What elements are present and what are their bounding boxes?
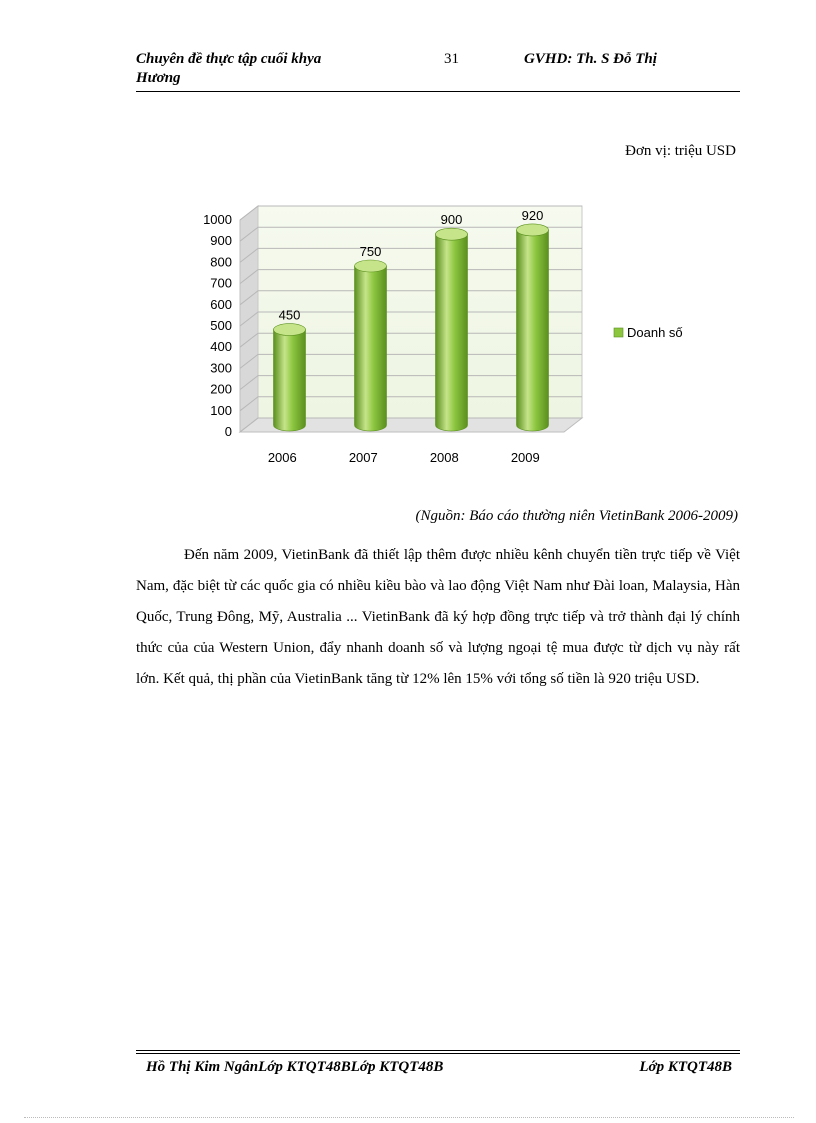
y-tick-label: 600 — [210, 296, 232, 312]
x-tick-label: 2007 — [348, 450, 378, 465]
bar-2008 — [436, 234, 468, 431]
body-paragraph: Đến năm 2009, VietinBank đã thiết lập thêm được nhiều kênh chuyển tiền trực tiếp về Việt Nam, đặc biệt từ các quốc gia có nhiều kiều bào và lao động Việt Nam như Đài loan, Malaysia, Hàn Quốc, Trung Đông, Mỹ, Australia ... VietinBank đã ký hợp đồng trực tiếp và trở thành đại lý chính thức của của Western Union, đẩy nhanh doanh số và lượng ngoại tệ mua được từ dịch vụ này rất lớn. Kết quả, thị phần của VietinBank tăng từ 12% lên 15% với tổng số tiền là 920 triệu USD. — [136, 547, 740, 687]
y-tick-label: 300 — [210, 360, 232, 376]
y-tick-label: 700 — [210, 275, 232, 291]
header-rule — [136, 91, 740, 92]
footer-rule-second — [136, 1053, 740, 1054]
data-label: 750 — [359, 244, 382, 259]
data-label: 450 — [278, 307, 301, 323]
y-tick-label: 0 — [224, 424, 232, 439]
bar-top-2007 — [355, 260, 387, 272]
x-tick-label: 2009 — [510, 450, 540, 465]
bar-top-2006 — [274, 324, 306, 336]
bar-2006 — [274, 330, 306, 431]
header-title — [136, 50, 396, 88]
footer-class: Lớp KTQT48B — [639, 1059, 732, 1075]
header-advisor: GVHD: Th. S Đỗ Thị — [524, 51, 657, 67]
chart-svg — [196, 188, 716, 478]
header-title-line1: Chuyên đề thực tập cuối khya — [136, 51, 322, 67]
legend-swatch — [614, 328, 623, 337]
legend-label: Doanh số — [627, 325, 683, 340]
x-tick-label: 2008 — [429, 450, 459, 465]
y-tick-label: 1000 — [203, 212, 232, 227]
page-footer — [146, 1059, 740, 1076]
bar-top-2009 — [517, 224, 549, 236]
y-tick-label: 800 — [210, 254, 232, 270]
y-tick-label: 200 — [210, 381, 232, 397]
data-label: 900 — [440, 212, 463, 228]
chart-source: (Nguồn: Báo cáo thường niên VietinBank 2006-2009) — [415, 508, 738, 524]
footer-author: Hồ Thị Kim NgânLớp KTQT48BLớp KTQT48B — [146, 1059, 444, 1075]
y-tick-label: 500 — [210, 318, 232, 333]
page-bottom-dots — [24, 1117, 794, 1118]
page-number: 31 — [444, 51, 459, 67]
y-tick-label: 100 — [210, 402, 232, 418]
bar-chart — [196, 188, 716, 478]
bar-top-2008 — [436, 228, 468, 240]
y-tick-label: 400 — [210, 339, 232, 355]
x-tick-label: 2006 — [267, 450, 297, 465]
y-tick-label: 900 — [210, 233, 232, 249]
footer-rule — [136, 1050, 740, 1051]
header-title-line2: Hương — [136, 70, 181, 86]
data-label: 920 — [521, 207, 544, 223]
bar-2009 — [517, 230, 549, 431]
unit-label: Đơn vị: triệu USD — [625, 143, 736, 159]
bar-2007 — [355, 266, 387, 431]
page-header — [136, 50, 740, 94]
